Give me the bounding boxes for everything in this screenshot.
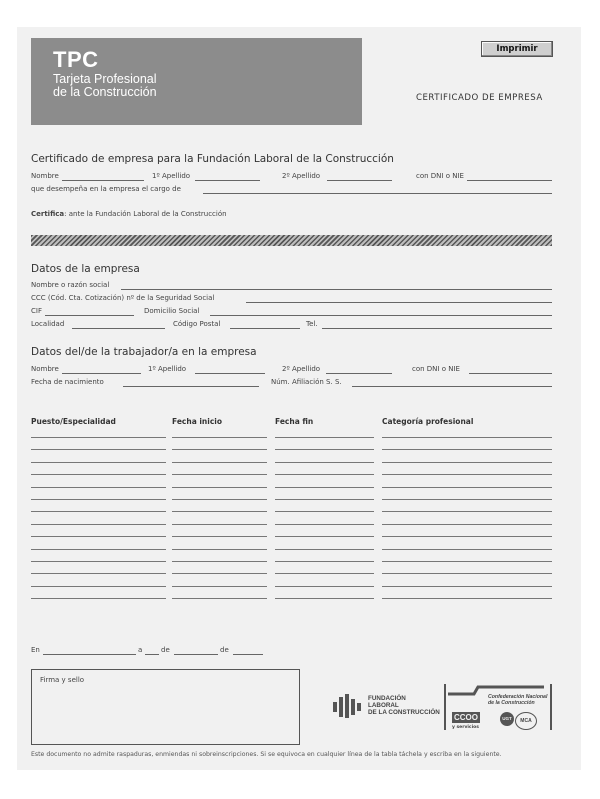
cnc-logo-line2: de la Construcción bbox=[488, 700, 535, 706]
ccoo-logo: CCOO bbox=[454, 713, 478, 722]
table-cell-line[interactable] bbox=[382, 474, 552, 475]
firma-sello-box[interactable] bbox=[31, 669, 300, 745]
razon-social-field[interactable] bbox=[121, 289, 552, 290]
label-cif: CIF bbox=[31, 307, 42, 315]
label-en: En bbox=[31, 646, 40, 654]
table-cell-line[interactable] bbox=[275, 549, 374, 550]
tpc-logo-abbrev: TPC bbox=[53, 47, 99, 72]
table-cell-line[interactable] bbox=[31, 561, 166, 562]
table-cell-line[interactable] bbox=[172, 573, 267, 574]
table-cell-line[interactable] bbox=[31, 586, 166, 587]
label-apellido2: 2º Apellido bbox=[282, 172, 321, 180]
lugar-field[interactable] bbox=[43, 654, 136, 655]
table-cell-line[interactable] bbox=[31, 524, 166, 525]
label-apellido1: 1º Apellido bbox=[152, 172, 191, 180]
trab-apellido1-field[interactable] bbox=[195, 373, 265, 374]
label-domicilio: Domicilio Social bbox=[144, 307, 200, 315]
table-cell-line[interactable] bbox=[275, 437, 374, 438]
table-cell-line[interactable] bbox=[275, 536, 374, 537]
table-cell-line[interactable] bbox=[31, 511, 166, 512]
table-cell-line[interactable] bbox=[172, 586, 267, 587]
anio-field[interactable] bbox=[233, 654, 263, 655]
label-de2: de bbox=[220, 646, 229, 654]
table-cell-line[interactable] bbox=[31, 598, 166, 599]
label-ccc: CCC (Cód. Cta. Cotización) nº de la Seguridad Social bbox=[31, 294, 215, 302]
fundacion-laboral-logo-icon bbox=[333, 694, 365, 718]
table-cell-line[interactable] bbox=[31, 549, 166, 550]
table-cell-line[interactable] bbox=[382, 573, 552, 574]
table-cell-line[interactable] bbox=[382, 561, 552, 562]
table-cell-line[interactable] bbox=[275, 511, 374, 512]
flc-logo-line1: FUNDACIÓN bbox=[368, 695, 406, 702]
nombre-field[interactable] bbox=[62, 180, 144, 181]
table-cell-line[interactable] bbox=[382, 499, 552, 500]
label-tel: Tel. bbox=[306, 320, 318, 328]
table-cell-line[interactable] bbox=[275, 598, 374, 599]
ugt-logo: UGT bbox=[500, 712, 514, 726]
codigo-postal-field[interactable] bbox=[230, 328, 300, 329]
label-trab-nombre: Nombre bbox=[31, 365, 59, 373]
table-cell-line[interactable] bbox=[275, 449, 374, 450]
cif-field[interactable] bbox=[45, 315, 134, 316]
certifica-rest: : ante la Fundación Laboral de la Construcción bbox=[64, 210, 227, 218]
apellido1-field[interactable] bbox=[195, 180, 260, 181]
table-cell-line[interactable] bbox=[172, 499, 267, 500]
table-cell-line[interactable] bbox=[172, 474, 267, 475]
cargo-field[interactable] bbox=[203, 193, 552, 194]
tel-field[interactable] bbox=[322, 328, 552, 329]
table-cell-line[interactable] bbox=[382, 549, 552, 550]
label-dni: con DNI o NIE bbox=[416, 172, 464, 180]
tpc-logo-line1: Tarjeta Profesional bbox=[53, 72, 157, 86]
table-cell-line[interactable] bbox=[275, 561, 374, 562]
table-cell-line[interactable] bbox=[275, 474, 374, 475]
table-cell-line[interactable] bbox=[172, 561, 267, 562]
section-title-certificado: Certificado de empresa para la Fundación Laboral de la Construcción bbox=[31, 153, 394, 165]
table-cell-line[interactable] bbox=[382, 511, 552, 512]
table-cell-line[interactable] bbox=[31, 573, 166, 574]
table-cell-line[interactable] bbox=[172, 437, 267, 438]
col-header-fecha-inicio: Fecha inicio bbox=[172, 417, 223, 426]
cnc-logo-line1: Confederación Nacional bbox=[488, 694, 548, 700]
label-trab-apellido1: 1º Apellido bbox=[148, 365, 187, 373]
label-afiliacion: Núm. Afiliación S. S. bbox=[271, 378, 342, 386]
table-cell-line[interactable] bbox=[31, 449, 166, 450]
document-title: CERTIFICADO DE EMPRESA bbox=[416, 93, 543, 103]
table-cell-line[interactable] bbox=[382, 598, 552, 599]
trab-apellido2-field[interactable] bbox=[326, 373, 392, 374]
section-title-empresa: Datos de la empresa bbox=[31, 263, 140, 275]
ccoo-logo-sub: y servicios bbox=[452, 725, 479, 730]
label-fecha-nacimiento: Fecha de nacimiento bbox=[31, 378, 104, 386]
label-nombre: Nombre bbox=[31, 172, 59, 180]
label-localidad: Localidad bbox=[31, 320, 65, 328]
table-cell-line[interactable] bbox=[172, 462, 267, 463]
label-a: a bbox=[138, 646, 143, 654]
label-de1: de bbox=[161, 646, 170, 654]
flc-logo-line2: LABORAL bbox=[368, 702, 399, 709]
mca-logo: MCA bbox=[515, 712, 537, 730]
col-header-fecha-fin: Fecha fin bbox=[275, 417, 314, 426]
label-cargo: que desempeña en la empresa el cargo de bbox=[31, 185, 181, 193]
table-cell-line[interactable] bbox=[172, 536, 267, 537]
table-cell-line[interactable] bbox=[275, 499, 374, 500]
tpc-logo-line2: de la Construcción bbox=[53, 85, 157, 99]
label-codigo-postal: Código Postal bbox=[173, 320, 221, 328]
table-cell-line[interactable] bbox=[275, 586, 374, 587]
section-title-trabajador: Datos del/de la trabajador/a en la empresa bbox=[31, 346, 257, 358]
trab-dni-field[interactable] bbox=[469, 373, 552, 374]
table-cell-line[interactable] bbox=[275, 462, 374, 463]
afiliacion-field[interactable] bbox=[352, 386, 552, 387]
apellido2-field[interactable] bbox=[327, 180, 392, 181]
table-cell-line[interactable] bbox=[172, 449, 267, 450]
table-cell-line[interactable] bbox=[275, 524, 374, 525]
dni-field[interactable] bbox=[467, 180, 552, 181]
table-cell-line[interactable] bbox=[172, 549, 267, 550]
table-cell-line[interactable] bbox=[382, 462, 552, 463]
table-cell-line[interactable] bbox=[275, 573, 374, 574]
localidad-field[interactable] bbox=[72, 328, 165, 329]
table-cell-line[interactable] bbox=[31, 499, 166, 500]
table-cell-line[interactable] bbox=[31, 536, 166, 537]
firma-sello-label: Firma y sello bbox=[40, 676, 85, 684]
label-trab-dni: con DNI o NIE bbox=[412, 365, 460, 373]
trab-nombre-field[interactable] bbox=[62, 373, 141, 374]
table-cell-line[interactable] bbox=[382, 437, 552, 438]
table-cell-line[interactable] bbox=[172, 524, 267, 525]
domicilio-field[interactable] bbox=[210, 315, 552, 316]
footer-note: Este documento no admite raspaduras, enmiendas ni sobreinscripciones. Si se equivoca en cualquier línea de la tabla táchela y escriba en la siguiente. bbox=[31, 751, 502, 758]
ccc-field[interactable] bbox=[246, 302, 552, 303]
col-header-puesto: Puesto/Especialidad bbox=[31, 417, 116, 426]
table-cell-line[interactable] bbox=[382, 449, 552, 450]
table-cell-line[interactable] bbox=[31, 462, 166, 463]
table-cell-line[interactable] bbox=[382, 487, 552, 488]
table-cell-line[interactable] bbox=[382, 536, 552, 537]
fecha-nacimiento-field[interactable] bbox=[123, 386, 259, 387]
table-cell-line[interactable] bbox=[31, 437, 166, 438]
divider-stripe bbox=[31, 235, 552, 246]
table-cell-line[interactable] bbox=[31, 487, 166, 488]
table-cell-line[interactable] bbox=[31, 474, 166, 475]
mes-field[interactable] bbox=[174, 654, 218, 655]
table-cell-line[interactable] bbox=[172, 598, 267, 599]
table-cell-line[interactable] bbox=[172, 511, 267, 512]
table-cell-line[interactable] bbox=[172, 487, 267, 488]
label-razon-social: Nombre o razón social bbox=[31, 281, 110, 289]
table-cell-line[interactable] bbox=[382, 586, 552, 587]
flc-logo-line3: DE LA CONSTRUCCIÓN bbox=[368, 709, 440, 716]
col-header-categoria: Categoría profesional bbox=[382, 417, 474, 426]
label-trab-apellido2: 2º Apellido bbox=[282, 365, 321, 373]
certifica-bold: Certifica bbox=[31, 210, 65, 218]
dia-field[interactable] bbox=[145, 654, 159, 655]
print-button[interactable]: Imprimir bbox=[481, 41, 553, 57]
form-page bbox=[17, 27, 581, 770]
table-cell-line[interactable] bbox=[382, 524, 552, 525]
certifica-text bbox=[31, 210, 227, 218]
table-cell-line[interactable] bbox=[275, 487, 374, 488]
